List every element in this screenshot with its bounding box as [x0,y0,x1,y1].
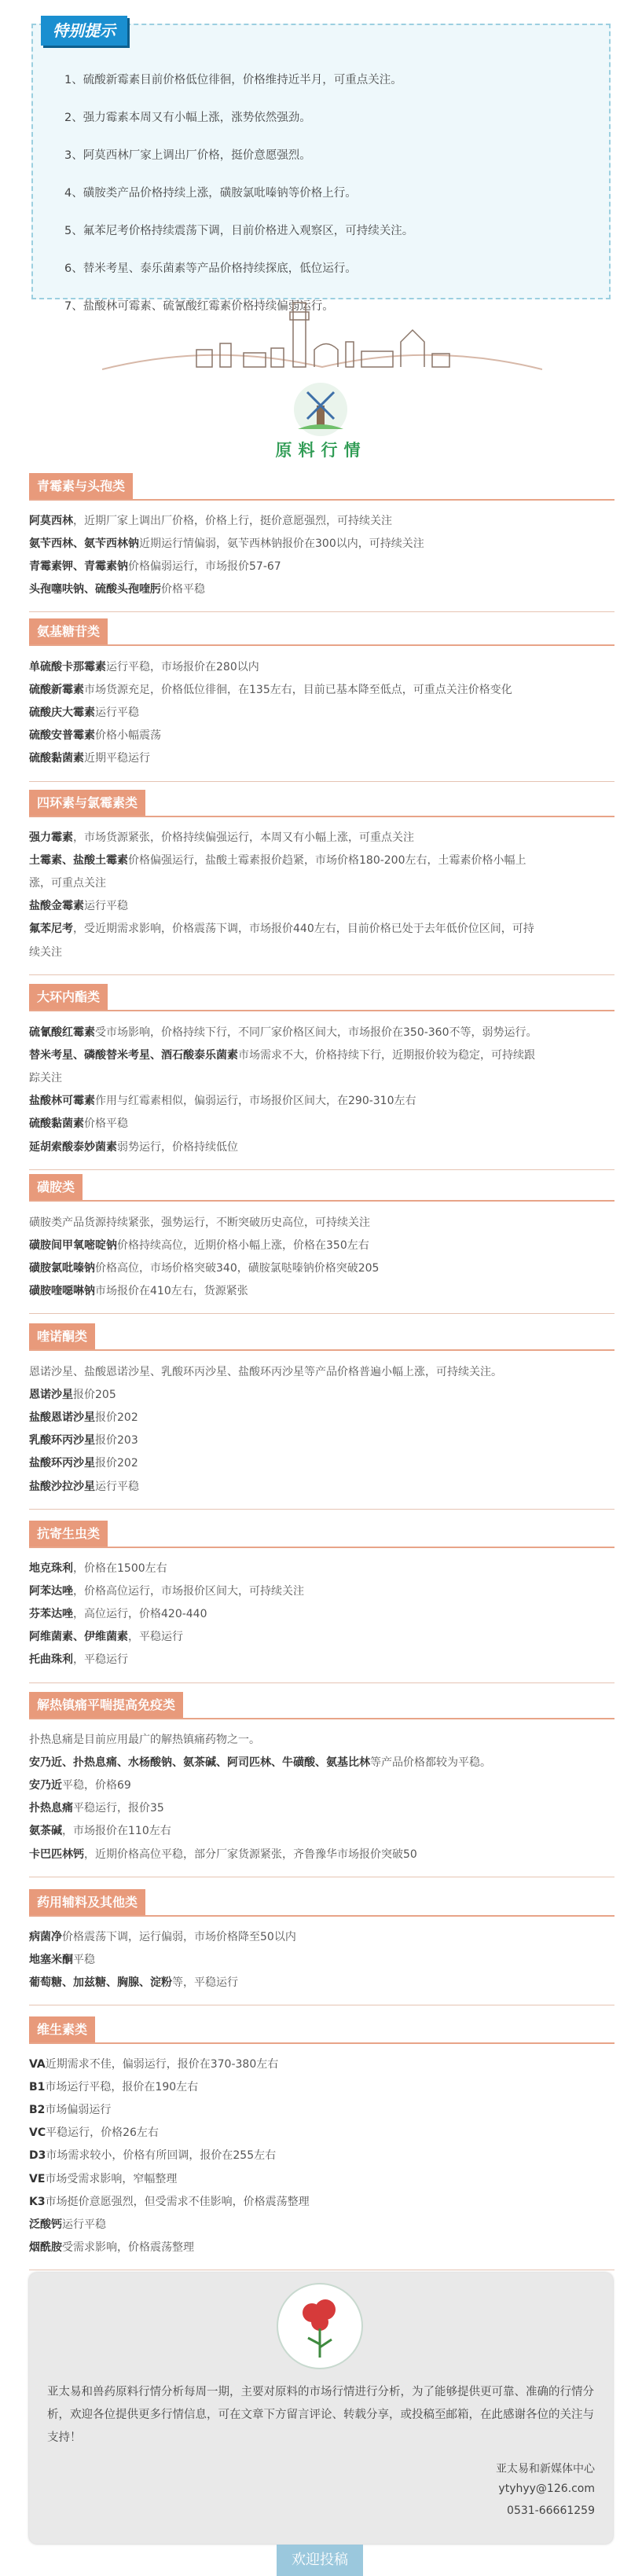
footer-description: 亚太易和兽药原料行情分析每周一期，主要对原料的市场行情进行分析，为了能够提供更可靠、准确的行情分析，欢迎各位提供更多行情信息，可在文章下方留言评论、转载分享，或投稿至邮箱，在此感谢各位的关注与支持！ [47,2386,594,2444]
product-name: 单硫酸卡那霉素 [29,661,106,673]
market-note: 近期需求不佳，偏弱运行，报价在370-380左右 [45,2058,279,2071]
market-line [29,2101,614,2117]
market-note: 涨，可重点关注 [29,877,106,890]
section-divider [29,974,614,975]
market-line [29,1478,614,1494]
market-line [29,535,614,551]
section-title: 喹诺酮类 [29,1323,95,1350]
market-note: 价格震荡下调，运行偏弱，市场价格降至50以内 [62,1931,296,1943]
market-note: 价格平稳 [161,583,205,596]
product-name: 卡巴匹林钙 [29,1848,84,1861]
section-divider [29,1169,614,1170]
market-note: ，平稳运行 [73,1653,128,1667]
product-name: 磺胺间甲氧嘧啶钠 [29,1239,117,1253]
market-note: ，近期厂家上调出厂价格，价格上行，挺价意愿强烈，可持续关注 [73,515,392,527]
market-note: ，平稳运行 [128,1631,183,1644]
market-note: 价格平稳 [84,1117,128,1131]
market-note: 价格小幅震荡 [95,729,161,743]
market-line [29,1846,614,1862]
market-note: 市场需求不大，价格持续下行，近期报价较为稳定，可持续跟 [238,1049,535,1062]
product-name: 硫酸庆大霉素 [29,706,95,720]
product-name: 硫酸新霉素 [29,684,84,697]
product-name: 烟酰胺 [29,2240,62,2254]
product-name: 盐酸恩诺沙星 [29,1411,95,1425]
product-name: 盐酸环丙沙星 [29,1457,95,1470]
product-name: 盐酸沙拉沙星 [29,1480,95,1493]
market-note: 市场挺价意愿强烈，但受需求不佳影响，价格震荡整理 [45,2195,310,2208]
product-name: 氟苯尼考 [29,923,73,936]
product-name: 头孢噻呋钠、硫酸头孢喹肟 [29,583,161,596]
product-name: 阿莫西林 [29,515,73,527]
product-name: 磺胺喹噁啉钠 [29,1285,95,1298]
market-note: ，价格在1500左右 [73,1562,167,1575]
notice-item: 4、磺胺类产品价格持续上涨，磺胺氯吡嗪钠等价格上行。 [64,187,357,200]
market-line [29,1409,614,1425]
market-line [29,920,614,936]
section-underline [29,816,614,817]
market-note: ，价格高位运行，市场报价区间大，可持续关注 [73,1585,304,1598]
product-name: 阿苯达唑 [29,1585,73,1598]
market-note: 报价202 [95,1457,138,1470]
market-line [29,2239,614,2255]
product-name: 替米考星、磷酸替米考星、酒石酸泰乐菌素 [29,1049,238,1062]
section-underline [29,1349,614,1351]
product-name: 乳酸环丙沙星 [29,1434,95,1448]
market-note: 受需求影响，价格震荡整理 [62,2240,194,2254]
product-name: 氨苄西林、氨苄西林钠 [29,538,139,551]
market-line [29,1605,614,1621]
market-line [29,1951,614,1967]
market-note: 等产品价格都较为平稳。 [370,1756,491,1770]
market-note: 市场报价在410左右，货源紧张 [95,1285,248,1298]
market-note: 市场货源充足，价格低位徘徊，在135左右，目前已基本降至低点，可重点关注价格变化 [84,684,512,697]
market-line [29,944,614,960]
market-line [29,1754,614,1770]
product-name: 托曲珠利 [29,1653,73,1667]
market-line [29,1583,614,1598]
market-line [29,558,614,574]
market-line [29,2124,614,2140]
product-name: 扑热息痛 [29,1802,73,1815]
market-note: ，近期价格高位平稳，部分厂家货源紧张，齐鲁豫华市场报价突破50 [84,1848,417,1861]
market-line [29,1822,614,1838]
market-line [29,1070,614,1085]
section-underline [29,499,614,501]
market-line [29,1777,614,1793]
product-name: 硫酸黏菌素 [29,752,84,765]
section-title: 解热镇痛平喘提高免疫类 [29,1692,183,1719]
notice-list [64,61,413,325]
product-name: 地克珠利 [29,1562,73,1575]
section-underline [29,644,614,646]
product-name: D3 [29,2149,46,2163]
section-underline [29,1915,614,1917]
section-divider [29,611,614,612]
product-name: 盐酸林可霉素 [29,1095,95,1108]
market-line [29,1115,614,1131]
notice-item: 5、氟苯尼考价格持续震荡下调，目前价格进入观察区，可持续关注。 [64,225,414,237]
product-name: 氨茶碱 [29,1825,62,1838]
market-line [29,1260,614,1275]
section-title: 抗寄生虫类 [29,1521,108,1547]
market-note: ，市场货源紧张，价格持续偏强运行，本周又有小幅上涨，可重点关注 [73,831,414,844]
market-line [29,681,614,697]
product-name: 磺胺氯吡嗪钠 [29,1262,95,1275]
market-note: 平稳运行，报价35 [73,1802,164,1815]
product-name: 硫酸安普霉素 [29,729,95,743]
section-title: 氨基糖苷类 [29,618,108,645]
market-line [29,1092,614,1108]
section-divider [29,1682,614,1683]
market-note: 续关注 [29,945,62,959]
market-note: 恩诺沙星、盐酸恩诺沙星、乳酸环丙沙星、盐酸环丙沙星等产品价格普遍小幅上涨，可持续关注。 [29,1366,502,1378]
market-note: 受市场影响，价格持续下行，不同厂家价格区间大，市场报价在350-360不等，弱势运行。 [95,1026,537,1039]
product-name: 硫酸黏菌素 [29,1117,84,1131]
product-name: VC [29,2126,46,2140]
market-note: 报价205 [73,1389,116,1402]
market-note: 作用与红霉素相似，偏弱运行，市场报价区间大，在290-310左右 [95,1095,416,1108]
market-line [29,704,614,720]
market-line [29,2056,614,2071]
section-divider [29,1509,614,1510]
notice-item: 6、替米考星、泰乐菌素等产品价格持续探底，低位运行。 [64,262,357,275]
section-underline [29,1547,614,1548]
market-line [29,2079,614,2094]
market-line [29,1024,614,1040]
product-name: 强力霉素 [29,831,73,844]
footer-org: 亚太易和新媒体中心 [496,2463,595,2475]
market-line [29,2193,614,2209]
market-note: 等，平稳运行 [172,1976,238,1990]
windmill-icon [293,382,348,437]
product-name: 芬苯达唑 [29,1608,73,1621]
market-note: 运行平稳，市场报价在280以内 [106,661,259,673]
notice-item: 7、盐酸林可霉素、硫氰酸红霉素价格持续偏弱运行。 [64,300,334,313]
product-name: 安乃近 [29,1779,62,1793]
market-line [29,2147,614,2163]
market-note: 价格偏弱运行，市场报价57-67 [128,560,281,574]
page-headline: 原料行情 [275,441,367,460]
market-line [29,1237,614,1253]
notice-box [31,21,611,313]
market-note: 运行平稳 [62,2218,106,2231]
market-line [29,1560,614,1576]
market-line [29,1214,614,1230]
market-note: 价格偏强运行，盐酸土霉素报价趋紧，市场价格180-200左右，土霉素价格小幅上 [128,854,526,868]
market-line [29,1047,614,1062]
market-line [29,829,614,845]
market-note: 市场受需求影响，窄幅整理 [45,2172,178,2185]
product-name: 安乃近、扑热息痛、水杨酸钠、氨茶碱、阿司匹林、牛磺酸、氨基比林 [29,1756,370,1770]
contribute-button[interactable]: 欢迎投稿 [277,2545,363,2576]
product-name: 病菌净 [29,1931,62,1943]
section-title: 维生素类 [29,2016,95,2043]
market-line [29,852,614,868]
market-line [29,659,614,674]
product-name: VE [29,2172,46,2185]
section-title: 药用辅料及其他类 [29,1889,145,1916]
market-note: 运行平稳 [95,1480,139,1493]
market-line [29,750,614,765]
market-line [29,2216,614,2232]
product-name: 土霉素、盐酸土霉素 [29,854,128,868]
product-name: 硫氰酸红霉素 [29,1026,95,1039]
product-name: 盐酸金霉素 [29,900,84,913]
product-name: VA [29,2058,46,2071]
market-line [29,875,614,890]
product-name: B2 [29,2104,46,2117]
market-line [29,1651,614,1667]
section-underline [29,1200,614,1202]
carnation-flower-icon [277,2283,363,2369]
notice-title: 特别提示 [41,16,127,46]
market-line [29,581,614,596]
market-line [29,1628,614,1644]
market-line [29,1363,614,1379]
section-underline [29,2042,614,2044]
product-name: 葡萄糖、加兹糖、胸腺、淀粉 [29,1976,172,1990]
market-note: 近期平稳运行 [84,752,150,765]
section-underline [29,1718,614,1719]
market-line [29,1800,614,1815]
market-line [29,1731,614,1747]
market-note: ，受近期需求影响，价格震荡下调，市场报价440左右，目前价格已处于去年低价位区间，可持 [73,923,534,936]
product-name: 阿维菌素、伊维菌素 [29,1631,128,1644]
footer-phone: 0531-66661259 [507,2504,595,2517]
product-name: K3 [29,2195,46,2208]
market-line [29,2171,614,2186]
market-line [29,1386,614,1402]
section-divider [29,1313,614,1314]
market-note: 扑热息痛是目前应用最广的解热镇痛药物之一。 [29,1734,260,1746]
product-name: B1 [29,2081,46,2094]
section-title: 青霉素与头孢类 [29,473,133,500]
market-note: 报价202 [95,1411,138,1425]
market-note: 市场运行平稳，报价在190左右 [45,2081,199,2094]
market-note: ，市场报价在110左右 [62,1825,171,1838]
market-line [29,897,614,913]
market-line [29,1432,614,1448]
product-name: 泛酸钙 [29,2218,62,2231]
product-name: 恩诺沙星 [29,1389,73,1402]
market-note: 运行平稳 [95,706,139,720]
market-note: 平稳，价格69 [62,1779,131,1793]
section-title: 磺胺类 [29,1174,83,1201]
market-note: 运行平稳 [84,900,128,913]
product-name: 延胡索酸泰妙菌素 [29,1140,117,1154]
market-line [29,1455,614,1470]
market-line [29,727,614,743]
market-note: 市场偏弱运行 [45,2104,112,2117]
market-note: 踪关注 [29,1072,62,1085]
product-name: 地塞米酮 [29,1954,73,1967]
market-note: 磺胺类产品货源持续紧张，强势运行，不断突破历史高位，可持续关注 [29,1216,370,1229]
notice-item: 1、硫酸新霉素目前价格低位徘徊，价格维持近半月，可重点关注。 [64,74,402,86]
market-line [29,1282,614,1298]
notice-item: 3、阿莫西林厂家上调出厂价格，挺价意愿强烈。 [64,149,311,162]
city-skyline-illustration [102,295,542,373]
market-line [29,512,614,528]
section-title: 四环素与氯霉素类 [29,790,145,816]
market-note: 平稳运行，价格26左右 [46,2126,159,2140]
market-note: ，高位运行，价格420-440 [73,1608,207,1621]
market-note: 平稳 [73,1954,95,1967]
market-note: 报价203 [95,1434,138,1448]
section-title: 大环内酯类 [29,984,108,1011]
section-divider [29,781,614,782]
market-note: 价格高位，市场价格突破340，磺胺氯哒嗪钠价格突破205 [95,1262,380,1275]
market-note: 近期运行情偏弱，氨苄西林钠报价在300以内，可持续关注 [139,538,424,551]
footer-email[interactable]: ytyhyy@126.com [498,2482,595,2495]
market-note: 市场需求较小，价格有所回调，报价在255左右 [46,2149,277,2163]
section-underline [29,1010,614,1011]
market-line [29,1139,614,1154]
market-note: 价格持续高位，近期价格小幅上涨，价格在350左右 [117,1239,369,1253]
market-line [29,1974,614,1990]
market-line [29,1928,614,1944]
notice-item: 2、强力霉素本周又有小幅上涨，涨势依然强劲。 [64,112,311,124]
market-note: 弱势运行，价格持续低位 [117,1140,238,1154]
product-name: 青霉素钾、青霉素钠 [29,560,128,574]
